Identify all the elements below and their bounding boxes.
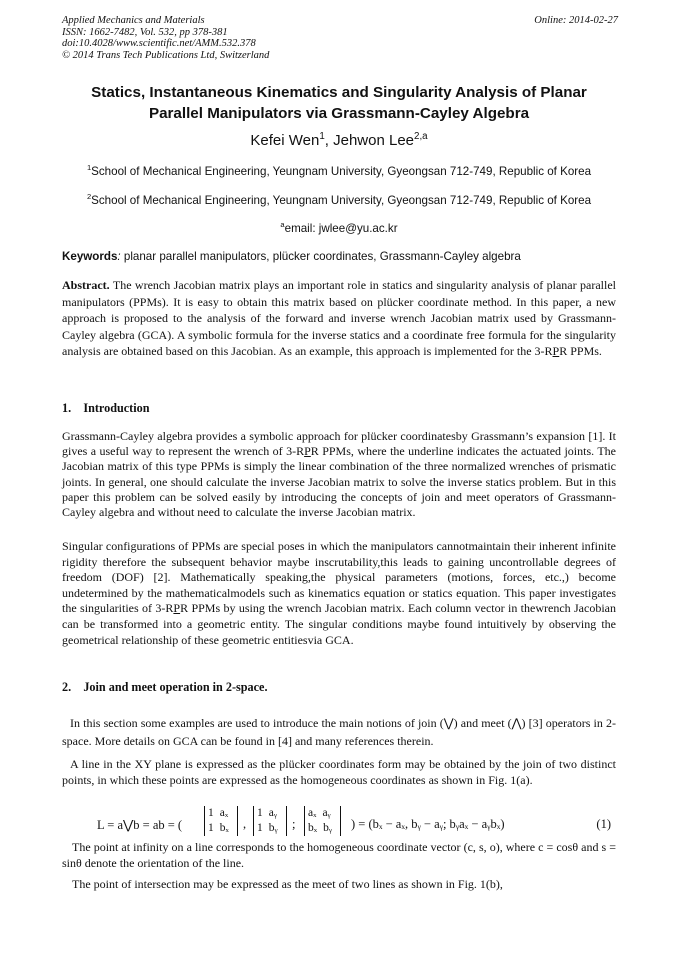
intro-paragraph-2 xyxy=(62,539,616,648)
affiliation-2-sup: 2 xyxy=(86,192,92,202)
author-1-sup: 1 xyxy=(319,131,325,142)
matrix-3-cell-11: aₓ xyxy=(308,807,317,819)
matrix-3-cell-21: bₓ xyxy=(308,822,318,834)
intro-paragraph-1 xyxy=(62,429,616,520)
matrix-2-cell-12: aᵧ xyxy=(268,807,277,819)
author-2-sup: 2,a xyxy=(414,131,428,142)
matrix-3-cell-12: aᵧ xyxy=(322,807,331,819)
section-1-number: 1. xyxy=(62,401,72,415)
matrix-1-cell-11: 1 xyxy=(208,807,214,819)
journal-name: Applied Mechanics and Materials xyxy=(62,15,205,26)
doi: doi:10.4028/www.scientific.net/AMM.532.378 xyxy=(62,38,256,49)
section-2-title: Join and meet operation in 2-space. xyxy=(83,680,268,694)
affiliation-1 xyxy=(62,165,616,178)
equation-lhs: L = a⋁b = ab = ( xyxy=(97,818,183,832)
matrix-1 xyxy=(204,806,238,836)
section-2-heading xyxy=(62,680,268,695)
affiliation-1-text: School of Mechanical Engineering, Yeungnam University, Gyeongsan 712-749, Republic of Korea xyxy=(91,165,592,178)
keywords-label: Keywords xyxy=(62,250,118,263)
matrix-1-cell-21: 1 xyxy=(208,822,214,834)
intro-p2-b: R PPMs by using the wrench Jacobian matrix. Each column vector in thewrench Jacobian can be transformed into a geometric entity. The singular conditions maybe found intuitively by observing the geometrical relationship of these geometric entitiesvia GCA. xyxy=(62,601,616,647)
abstract-label: Abstract. xyxy=(62,278,110,292)
email xyxy=(62,222,616,235)
equation-rhs: ) = (bₓ − aₓ, bᵧ − aᵧ; bᵧaₓ − aᵧbₓ) xyxy=(351,817,505,831)
title-line-2: Parallel Manipulators via Grassmann-Cayley Algebra xyxy=(148,105,530,122)
section-2-paragraph-4: The point of intersection may be expressed as the meet of two lines as shown in Fig. 1(b), xyxy=(72,877,503,891)
issn: ISSN: 1662-7482, Vol. 532, pp 378-381 xyxy=(62,26,228,38)
intro-p1-b: R PPMs, where the underline indicates the actuated joints. The Jacobian matrix of this type PPMs is simply the linear combination of the three normalized wrenches of prismatic joints. In general, one should calculate the inverse Jacobian matrix to solve the inverse statics problem. But in this paper this problem can be solved easily by introducing the concepts of join and meet operators of Grassmann-Cayley algebra and without need to calculate the inverse Jacobian matrix. xyxy=(62,444,616,520)
journal-header xyxy=(62,15,618,61)
matrix-2-cell-22: bᵧ xyxy=(268,822,278,834)
intro-p2-underlined: P xyxy=(173,601,181,616)
paper-title xyxy=(62,82,616,124)
keywords xyxy=(62,250,618,263)
title-line-1: Statics, Instantaneous Kinematics and Singularity Analysis of Planar xyxy=(91,84,587,101)
online-date: Online: 2014-02-27 xyxy=(534,15,618,26)
abstract-underlined: P xyxy=(552,344,560,359)
equation-number: (1) xyxy=(596,817,611,831)
author-separator: , xyxy=(324,132,334,149)
matrix-3-cell-22: bᵧ xyxy=(323,822,332,834)
section-1-heading xyxy=(62,401,149,416)
section-2-number: 2. xyxy=(62,680,72,694)
affiliation-1-sup: 1 xyxy=(86,163,92,173)
abstract-text: The wrench Jacobian matrix plays an important role in statics and singularity analysis of planar parallel manipulators (PPMs). It is easy to obtain this matrix based on plücker coordinate method. In this paper, a new approach is proposed to the analysis of the forward and inverse wrench Jacobian matrix used by Grassmann-Cayley algebra (GCA). A symbolic formula for the inverse statics and a coordinate free formula for the singularity analysis are obtained based on this Jacobian. As an example, this approach is implemented for the 3-R xyxy=(62,278,616,359)
authors xyxy=(62,132,616,149)
author-1: Kefei Wen xyxy=(250,132,320,149)
affiliation-2 xyxy=(62,194,616,207)
keywords-value: planar parallel manipulators, plücker coordinates, Grassmann-Cayley algebra xyxy=(120,250,521,263)
intro-p1-underlined: P xyxy=(304,444,311,459)
affiliation-2-text: School of Mechanical Engineering, Yeungnam University, Gyeongsan 712-749, Republic of Korea xyxy=(91,194,592,207)
section-2-paragraph-2: A line in the XY plane is expressed as the plücker coordinates form may be obtained by the join of two distinct points, in which these points are expressed as the homogeneous coordinates as shown in Fig. 1(a). xyxy=(62,757,616,787)
matrix-2-cell-21: 1 xyxy=(257,822,263,834)
section-2-paragraph-1: In this section some examples are used to introduce the main notions of join (⋁) and meet (⋀) [3] operators in 2-space. More details on GCA can be found in [4] and many references therein. xyxy=(62,716,616,748)
matrix-1-cell-12: aₓ xyxy=(219,807,229,819)
copyright: © 2014 Trans Tech Publications Ltd, Switzerland xyxy=(62,49,270,61)
email-sup: a xyxy=(280,220,285,230)
intro-p2-a: Singular configurations of PPMs are special poses in which the manipulators cannotmaintain their inherent infinite rigidity therefore the subsequent behavior maybe inscrutability,this leads to gaining uncontrollable degrees of freedom (DOF) [2]. Mathematically speaking,the physical parameters (motions, forces, etc.,) become undetermined by the mathematicalmodels such as kinematics equation or statics equation. This paper investigates the singularities of 3-R xyxy=(62,539,616,616)
matrix-3 xyxy=(304,806,341,836)
section-2-paragraph-3: The point at infinity on a line corresponds to the homogeneous coordinate vector (c, s, o), where c = cosθ and s = sinθ denote the orientation of the line. xyxy=(62,840,616,870)
abstract xyxy=(62,277,616,360)
matrix-1-cell-22: bₓ xyxy=(219,822,229,834)
equation-1: L = a⋁b = ab = ( 1 aₓ 1 bₓ , 1 aᵧ 1 bᵧ ; aₓ aᵧ bₓ bᵧ ) = (bₓ − aₓ, bᵧ − aᵧ; bᵧaₓ − aᵧbₓ) (1) xyxy=(97,807,611,834)
abstract-tail: R PPMs. xyxy=(559,344,602,359)
intro-p1-a: Grassmann-Cayley algebra provides a symbolic approach for plücker coordinatesby Grassmann’s expansion [1]. It gives a useful way to represent the wrench of 3-R xyxy=(62,429,616,459)
keywords-colon: : xyxy=(117,250,121,263)
author-2: Jehwon Lee xyxy=(333,132,415,149)
matrix-2-cell-11: 1 xyxy=(257,807,263,819)
section-1-title: Introduction xyxy=(83,401,150,415)
matrix-2 xyxy=(253,806,287,836)
email-text: email: jwlee@yu.ac.kr xyxy=(284,222,398,235)
